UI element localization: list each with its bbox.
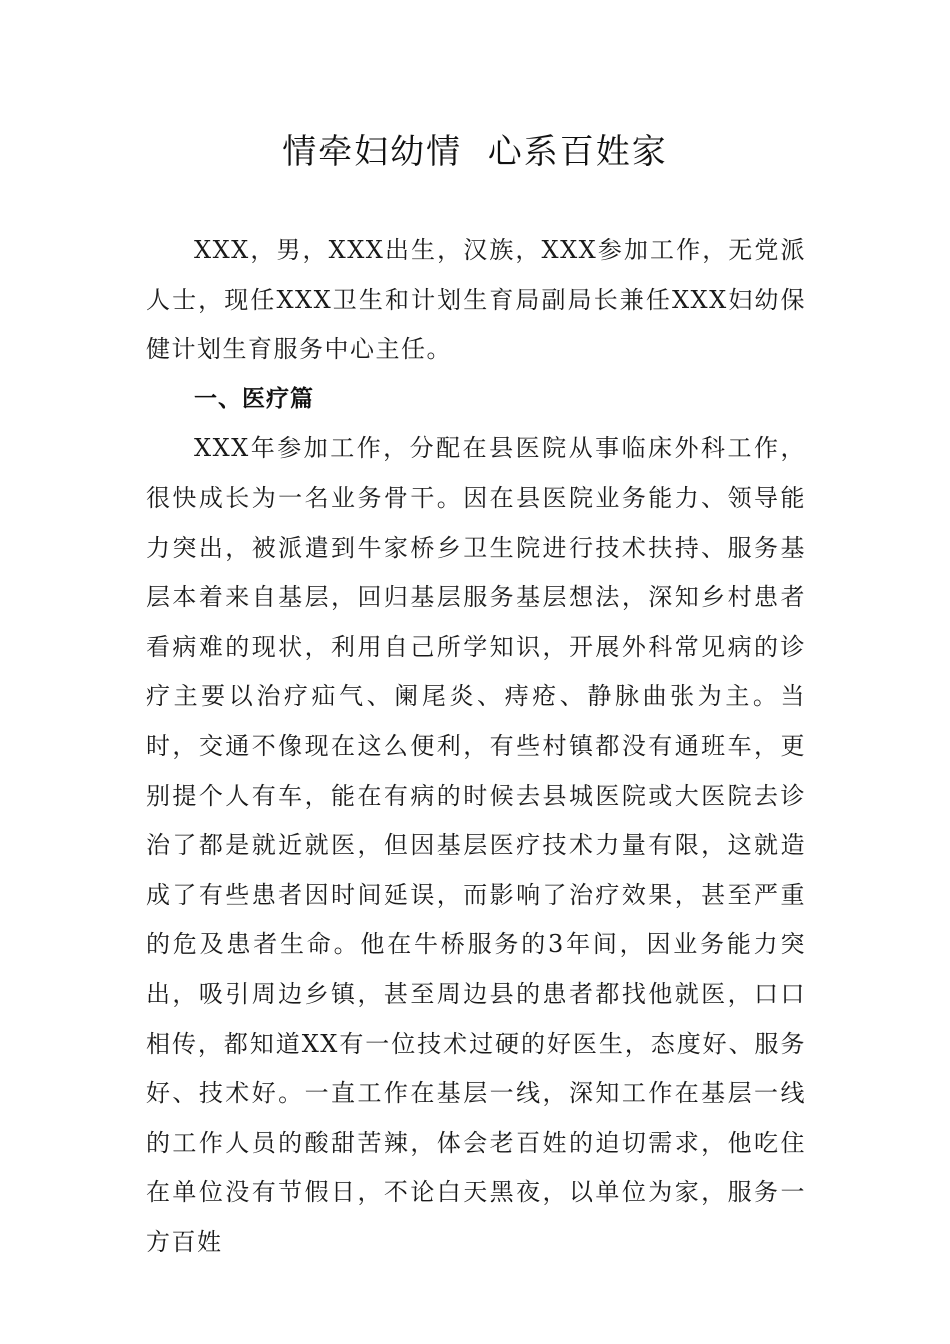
intro-paragraph: XXX，男，XXX出生，汉族，XXX参加工作，无党派人士，现任XXX卫生和计划生育局副局长兼任XXX妇幼保健计划生育服务中心主任。 [146,236,806,364]
document-body [146,226,806,1267]
medical-section-paragraph: XXX年参加工作，分配在县医院从事临床外科工作，很快成长为一名业务骨干。因在县医院业务能力、领导能力突出，被派遣到牛家桥乡卫生院进行技术扶持、服务基层本着来自基层，回归基层服务基层想法，深知乡村患者看病难的现状，利用自己所学知识，开展外科常见病的诊疗主要以治疗疝气、阑尾炎、痔疮、静脉曲张为主。当时，交通不像现在这么便利，有些村镇都没有通班车，更别提个人有车，能在有病的时候去县城医院或大医院去诊治了都是就近就医，但因基层医疗技术力量有限，这就造成了有些患者因时间延误，而影响了治疗效果，甚至严重的危及患者生命。他在牛桥服务的3年间，因业务能力突出，吸引周边乡镇，甚至周边县的患者都找他就医，口口相传，都知道XX有一位技术过硬的好医生，态度好、服务好、技术好。一直工作在基层一线，深知工作在基层一线的工作人员的酸甜苦辣，体会老百姓的迫切需求，他吃住在单位没有节假日，不论白天黑夜，以单位为家，服务一方百姓 [146,434,806,1256]
document-title: 情牵妇幼情 心系百姓家 [282,132,668,172]
section-heading-medical: 一、医疗篇 [194,385,314,412]
